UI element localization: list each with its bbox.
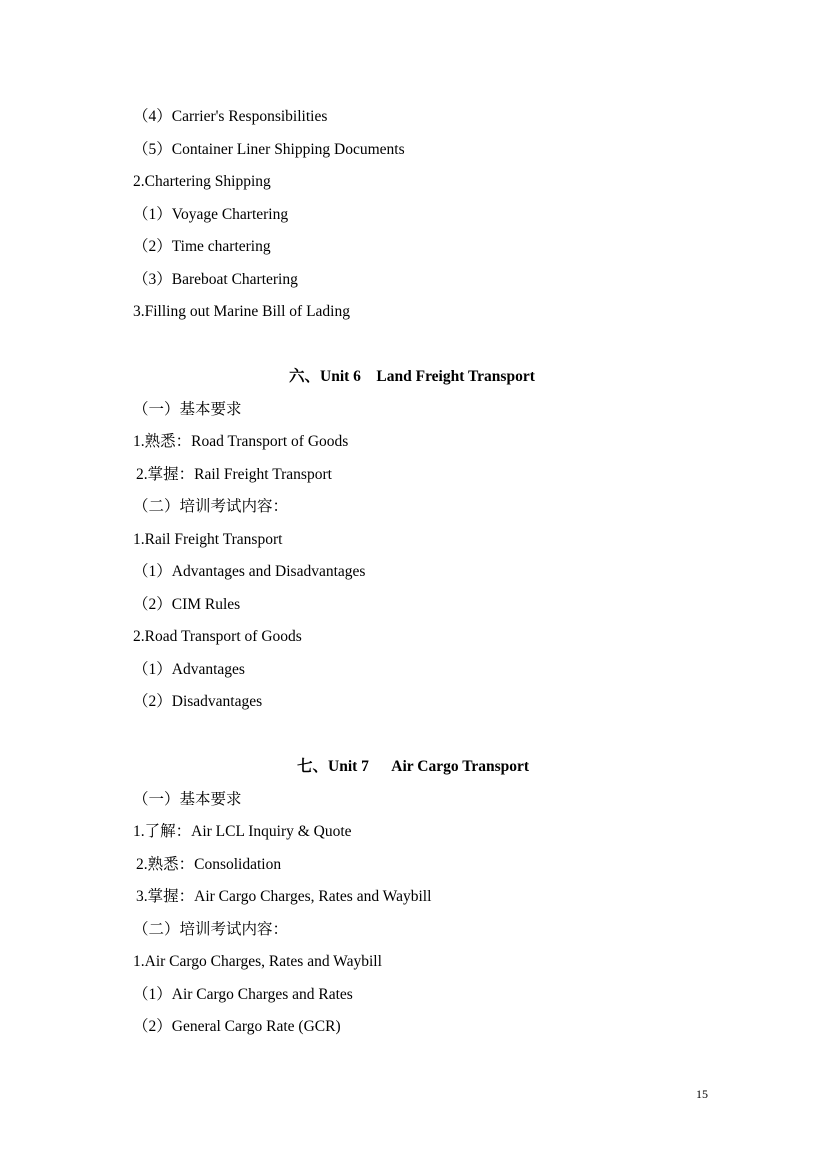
subsection-heading: （二）培训考试内容： bbox=[133, 921, 289, 938]
page-number: 15 bbox=[696, 1087, 708, 1101]
outline-item: 1.熟悉：Road Transport of Goods bbox=[133, 433, 349, 450]
outline-item: （2）CIM Rules bbox=[133, 596, 241, 613]
outline-item: （1）Air Cargo Charges and Rates bbox=[133, 986, 353, 1003]
outline-item: （2）Time chartering bbox=[133, 238, 271, 255]
outline-item: 3.Filling out Marine Bill of Lading bbox=[133, 303, 350, 320]
outline-item: （1）Advantages bbox=[133, 661, 245, 678]
outline-item: 1.Air Cargo Charges, Rates and Waybill bbox=[133, 953, 382, 970]
section-heading-unit-7: 七、Unit 7 Air Cargo Transport bbox=[297, 758, 530, 775]
outline-item: 2.Chartering Shipping bbox=[133, 173, 271, 190]
outline-item: （2）General Cargo Rate (GCR) bbox=[133, 1018, 341, 1035]
outline-item: （2）Disadvantages bbox=[133, 693, 263, 710]
outline-item: 1.Rail Freight Transport bbox=[133, 531, 283, 548]
subsection-heading: （二）培训考试内容： bbox=[133, 498, 289, 515]
outline-item: 3.掌握：Air Cargo Charges, Rates and Waybill bbox=[136, 888, 432, 905]
outline-item: （4）Carrier's Responsibilities bbox=[133, 108, 328, 125]
subsection-heading: （一）基本要求 bbox=[133, 401, 242, 418]
outline-item: （5）Container Liner Shipping Documents bbox=[133, 141, 405, 158]
outline-item: （1）Voyage Chartering bbox=[133, 206, 289, 223]
outline-item: （3）Bareboat Chartering bbox=[133, 271, 298, 288]
outline-item: 2.掌握：Rail Freight Transport bbox=[136, 466, 332, 483]
outline-item: 1.了解：Air LCL Inquiry & Quote bbox=[133, 823, 352, 840]
outline-item: 2.熟悉：Consolidation bbox=[136, 856, 282, 873]
outline-item: （1）Advantages and Disadvantages bbox=[133, 563, 366, 580]
outline-item: 2.Road Transport of Goods bbox=[133, 628, 302, 645]
section-heading-unit-6: 六、Unit 6 Land Freight Transport bbox=[289, 368, 535, 385]
subsection-heading: （一）基本要求 bbox=[133, 791, 242, 808]
